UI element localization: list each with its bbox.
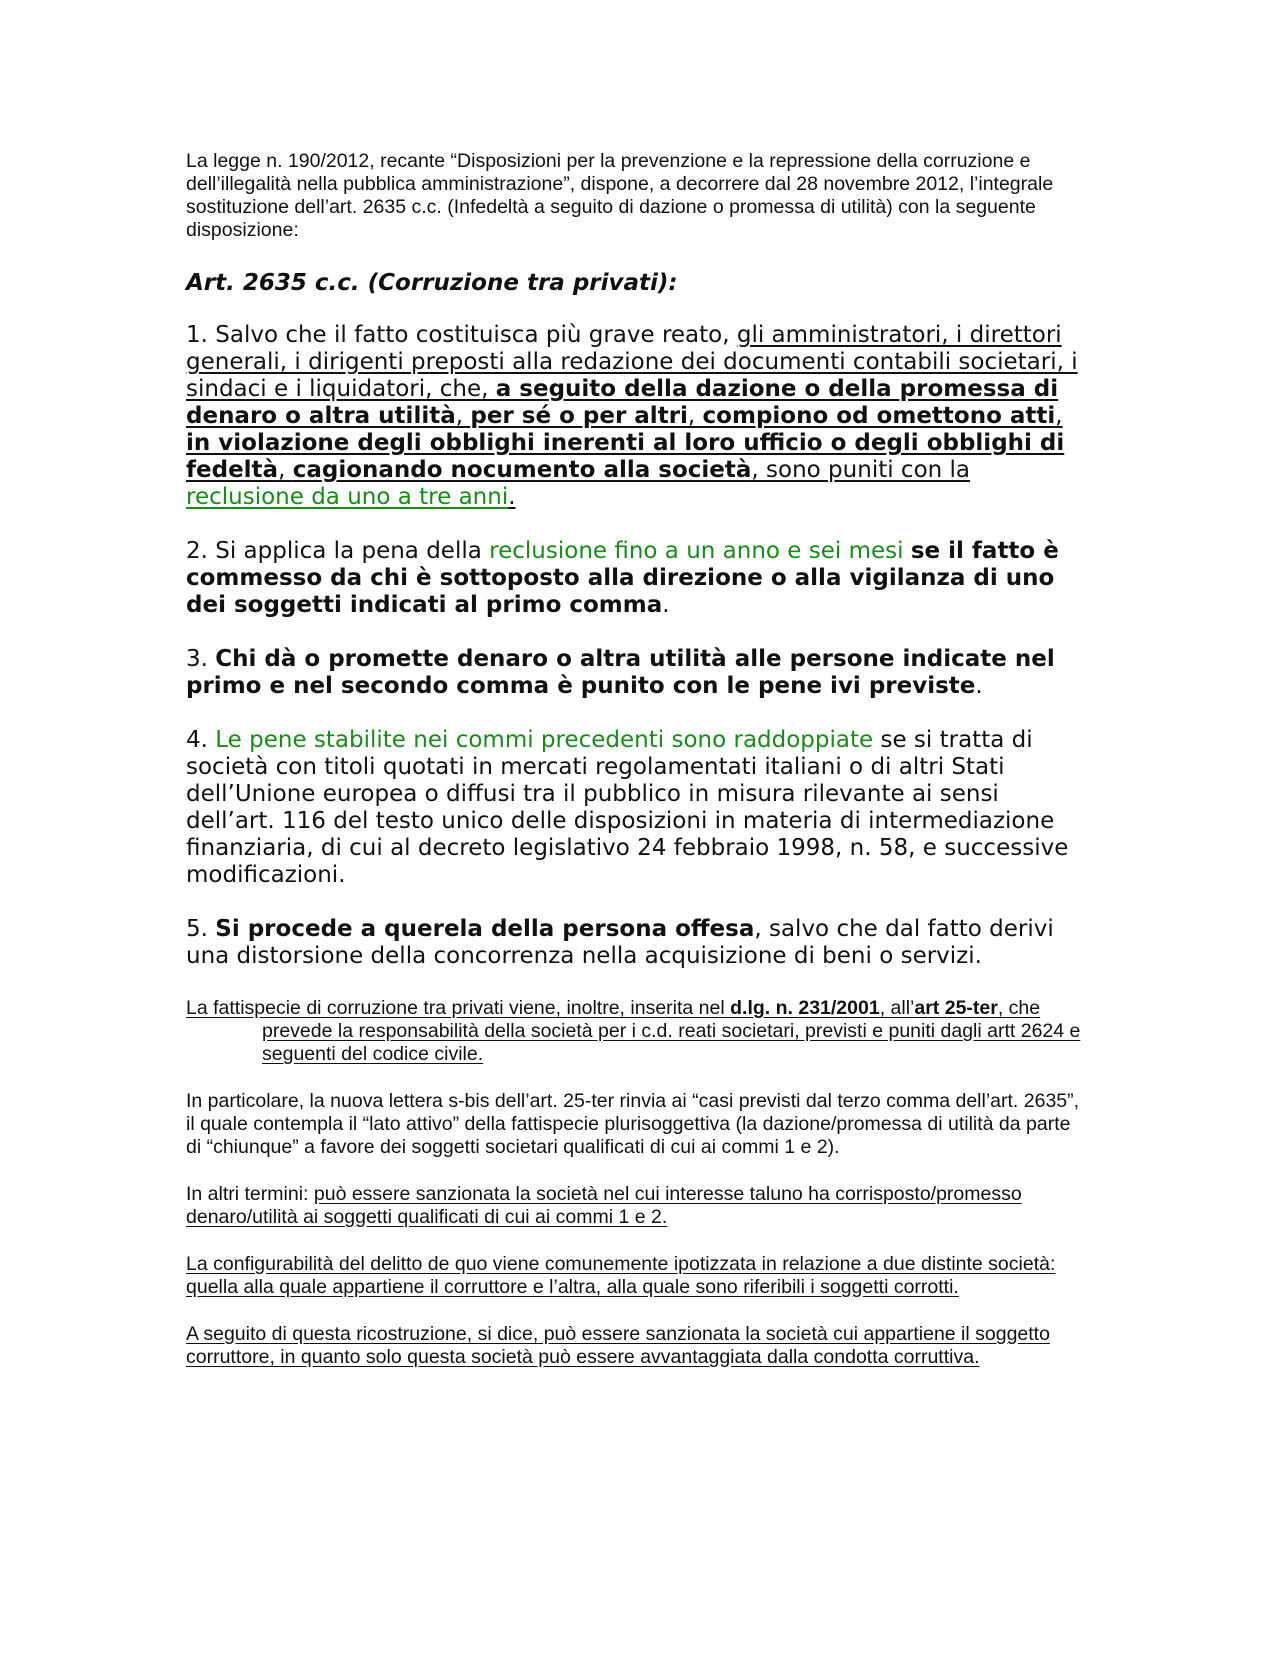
- comma-1-nocumento: cagionando nocumento alla società: [292, 457, 752, 483]
- ricostruzione-paragraph: A seguito di questa ricostruzione, si dice, può essere sanzionata la società cui appartiene il soggetto corruttore, in quanto solo questa società può essere avvantaggiata dalla condotta corruttiva.: [186, 1323, 1050, 1368]
- comma-1-sep: ,: [1055, 403, 1063, 429]
- comma-1-sep: ,: [481, 376, 496, 402]
- comma-1-violazione: in violazione degli obblighi inerenti al loro ufficio o degli obblighi di fedeltà: [186, 430, 1065, 483]
- altri-termini-text: può essere sanzionata la società nel cui interesse taluno ha corrisposto/promesso denaro/utilità ai soggetti qualificati di cui ai commi 1 e 2.: [186, 1183, 1022, 1228]
- article-comma-3: [186, 646, 1091, 700]
- comma-1-puniti: , sono puniti con la: [751, 457, 971, 483]
- article-comma-2: [186, 538, 1091, 619]
- particolare-paragraph: In particolare, la nuova lettera s-bis dell’art. 25-ter rinvia ai “casi previsti dal terzo comma dell’art. 2635”, il quale contempla il “lato attivo” della fattispecie plurisoggettiva (la dazione/promessa di utilità da parte di “chiunque” a favore dei soggetti societari qualificati di cui ai commi 1 e 2).: [186, 1090, 1080, 1158]
- article-comma-5: [186, 916, 1091, 970]
- comma-4-number: 4.: [186, 727, 216, 753]
- comma-1-subjects: gli amministratori, i direttori generali, i dirigenti preposti alla redazione dei documenti contabili societari, i sindaci e i liquidatori: [186, 322, 1078, 402]
- article-comma-4: [186, 727, 1091, 889]
- comma-1-text: 1. Salvo che il fatto costituisca più grave reato,: [186, 322, 737, 348]
- altri-termini-paragraph: [186, 1183, 1091, 1229]
- comma-2-pena: reclusione fino a un anno e sei mesi: [489, 538, 904, 564]
- comma-4-pene: Le pene stabilite nei commi precedenti sono raddoppiate: [215, 727, 874, 753]
- comma-5-number: 5.: [186, 916, 216, 942]
- fattispecie-dlg: d.lg. n. 231/2001: [730, 997, 880, 1019]
- comma-1-pena: reclusione da uno a tre anni: [186, 484, 509, 510]
- comma-5-querela: Si procede a querela della persona offesa: [215, 916, 755, 942]
- comma-4-text: se si tratta di società con titoli quotati in mercati regolamentati italiani o di altri Stati dell’Unione europea o diffusi tra il pubblico in misura rilevante ai sensi dell’art. 116 del testo unico delle disposizioni in materia di intermediazione finanziaria, di cui al decreto legislativo 24 febbraio 1998, n. 58, e successive modificazioni.: [186, 727, 1069, 888]
- comma-1-dazione: a seguito della dazione o della promessa di denaro o altra utilità: [186, 376, 1059, 429]
- article-comma-1: [186, 322, 1091, 511]
- comma-1-atti: compiono od omettono atti: [702, 403, 1056, 429]
- comma-1-per-se: per sé o per altri: [470, 403, 688, 429]
- fattispecie-rest: , che prevede la responsabilità della società per i c.d. reati societari, previsti e puniti dagli artt 2624 e seguenti del codice civile.: [262, 997, 1081, 1065]
- document-body: [186, 150, 1091, 1393]
- comma-2-end: .: [662, 592, 670, 618]
- comma-5-text: , salvo che dal fatto derivi una distorsione della concorrenza nella acquisizione di beni o servizi.: [186, 916, 1054, 969]
- comma-3-number: 3.: [186, 646, 216, 672]
- comma-1-che: che: [439, 376, 482, 402]
- fattispecie-art: art 25-ter: [914, 997, 998, 1019]
- comma-2-sep: [904, 538, 911, 564]
- comma-1-sep: ,: [278, 457, 293, 483]
- comma-2-condition: se il fatto è commesso da chi è sottoposto alla direzione o alla vigilanza di uno dei soggetti indicati al primo comma: [186, 538, 1059, 618]
- altri-termini-lead: In altri termini:: [186, 1183, 314, 1205]
- comma-1-end: .: [508, 484, 516, 510]
- article-heading: Art. 2635 c.c. (Corruzione tra privati):: [186, 270, 678, 296]
- configurabilita-paragraph: La configurabilità del delitto de quo viene comunemente ipotizzata in relazione a due distinte società: quella alla quale appartiene il corruttore e l’altra, alla quale sono riferibili i soggetti corrotti.: [186, 1253, 1056, 1298]
- intro-paragraph: La legge n. 190/2012, recante “Disposizioni per la prevenzione e la repressione della corruzione e dell’illegalità nella pubblica amministrazione”, dispone, a decorrere dal 28 novembre 2012, l’integrale sostituzione dell’art. 2635 c.c. (Infedeltà a seguito di dazione o promessa di utilità) con la seguente disposizione:: [186, 150, 1054, 241]
- comma-3-end: .: [975, 673, 983, 699]
- comma-3-text: Chi dà o promette denaro o altra utilità alle persone indicate nel primo e nel secondo comma è punito con le pene ivi previste: [186, 646, 1055, 699]
- fattispecie-paragraph: [186, 997, 1091, 1066]
- comma-1-sep: ,: [455, 403, 471, 429]
- comma-1-sep: ,: [687, 403, 703, 429]
- fattispecie-text: La fattispecie di corruzione tra privati viene, inoltre, inserita nel: [186, 997, 731, 1019]
- comma-2-text: 2. Si applica la pena della: [186, 538, 490, 564]
- fattispecie-sep: , all’: [879, 997, 915, 1019]
- comma-1-sep: ,: [425, 376, 440, 402]
